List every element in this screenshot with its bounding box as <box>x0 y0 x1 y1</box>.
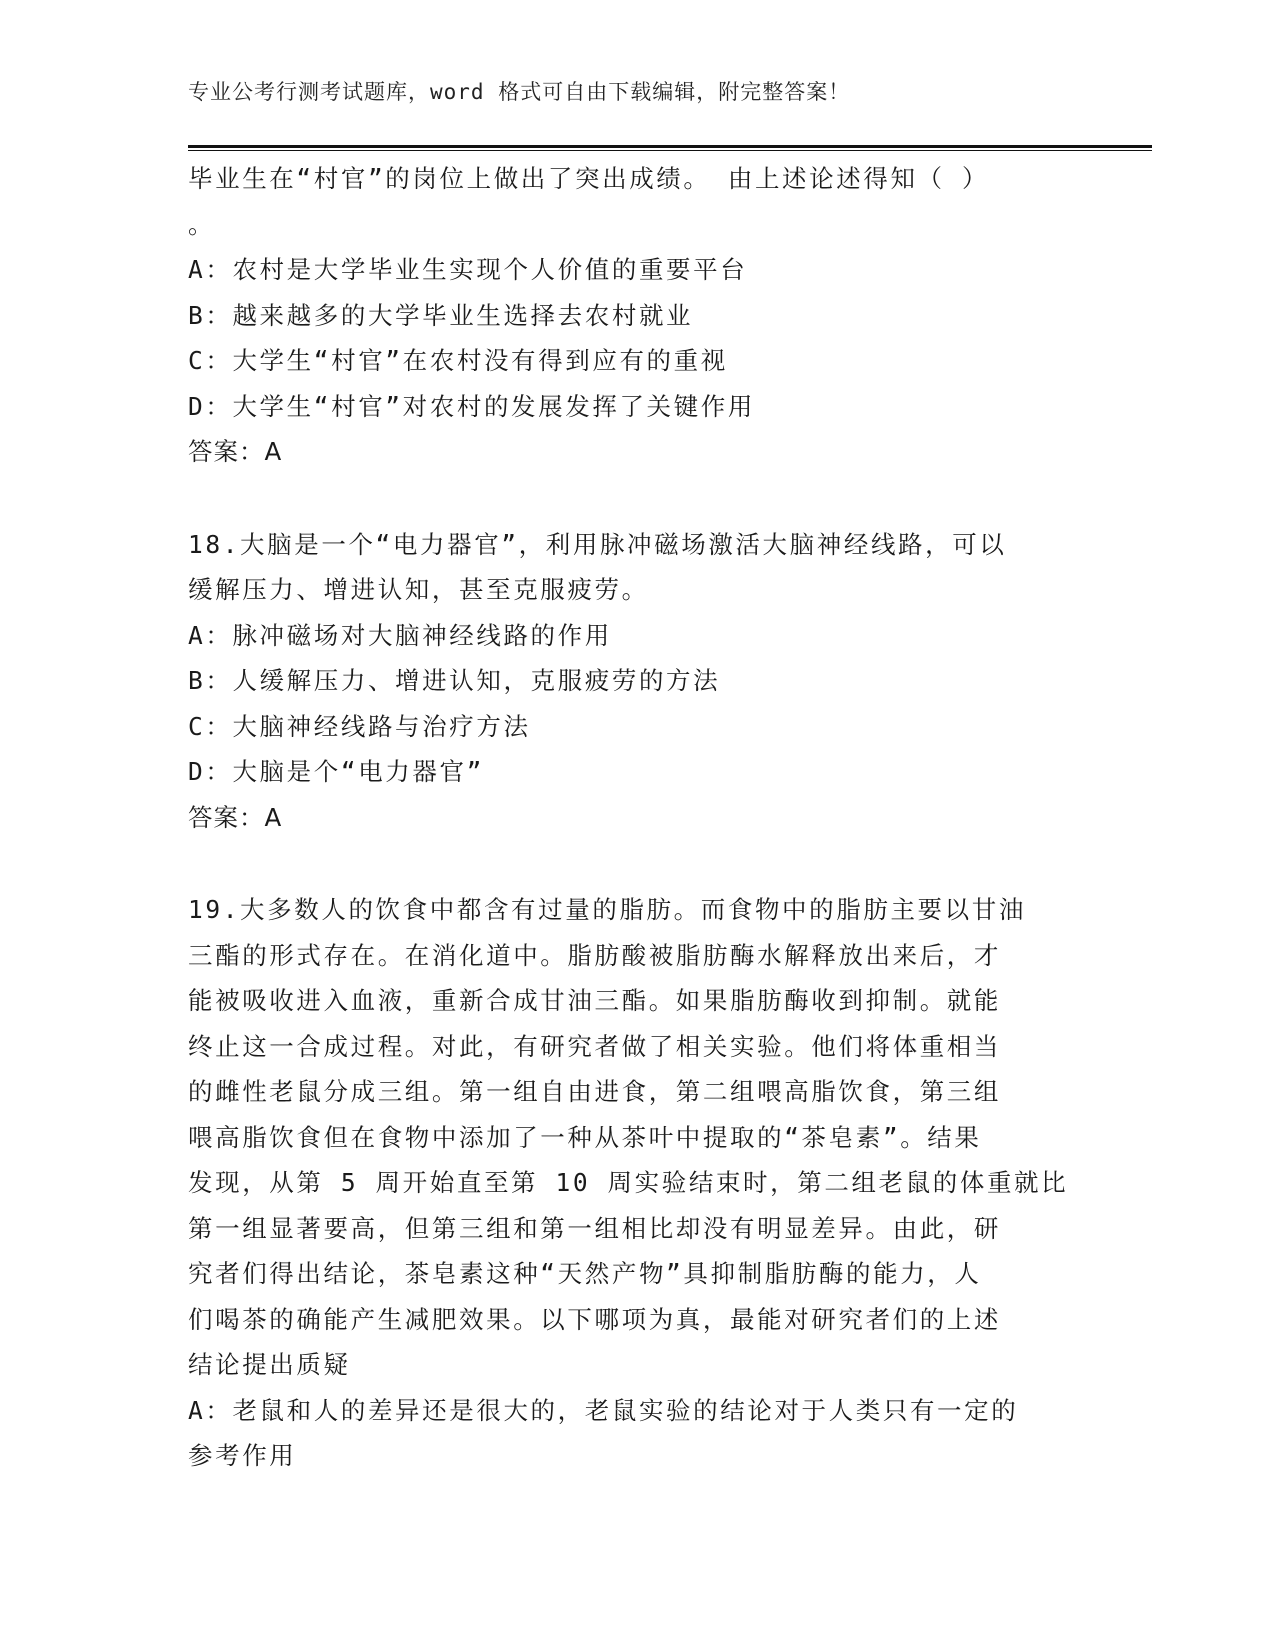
option-c: C：大脑神经线路与治疗方法 <box>188 711 531 741</box>
spacer <box>188 840 1088 887</box>
header-rule-thick <box>188 145 1152 148</box>
question-stem-line: 结论提出质疑 <box>188 1350 351 1379</box>
answer-line: 答案：A <box>188 802 283 832</box>
question-stem-line: 第一组显著要高，但第三组和第一组相比却没有明显差异。由此，研 <box>188 1213 1001 1243</box>
header-rule-thin <box>188 150 1152 151</box>
option-d: D：大学生“村官”对农村的发展发挥了关键作用 <box>188 391 755 421</box>
answer-line: 答案：A <box>188 437 283 466</box>
question-stem-line: 终止这一合成过程。对此，有研究者做了相关实验。他们将体重相当 <box>188 1031 1001 1061</box>
question-stem-line: 的雌性老鼠分成三组。第一组自由进食，第二组喂高脂饮食，第三组 <box>188 1077 1001 1106</box>
question-stem-line: 缓解压力、增进认知，甚至克服疲劳。 <box>188 575 649 604</box>
question-stem-line: 发现，从第 5 周开始直至第 10 周实验结束时，第二组老鼠的体重就比 <box>188 1168 1069 1197</box>
question-stem-line: 19.大多数人的饮食中都含有过量的脂肪。而食物中的脂肪主要以甘油 <box>188 895 1026 924</box>
document-body <box>188 156 1088 1479</box>
question-stem-line: 究者们得出结论，茶皂素这种“天然产物”具抑制脂肪酶的能力，人 <box>188 1259 982 1288</box>
question-18 <box>188 522 1088 841</box>
option-a-continued: 参考作用 <box>188 1441 297 1470</box>
question-stem-line: 毕业生在“村官”的岗位上做出了突出成绩。 由上述论述得知（ ） <box>188 164 990 193</box>
option-d: D：大脑是个“电力器官” <box>188 757 484 786</box>
question-stem-line: 三酯的形式存在。在消化道中。脂肪酸被脂肪酶水解释放出来后，才 <box>188 940 1001 970</box>
page-header: 专业公考行测考试题库，word 格式可自由下载编辑，附完整答案！ <box>188 80 851 104</box>
option-b: B：越来越多的大学毕业生选择去农村就业 <box>188 300 694 330</box>
question-stem-line: 。 <box>188 209 216 239</box>
question-stem-line: 喂高脂饮食但在食物中添加了一种从茶叶中提取的“茶皂素”。结果 <box>188 1122 982 1152</box>
question-17 <box>188 156 1088 475</box>
question-stem-line: 们喝茶的确能产生减肥效果。以下哪项为真，最能对研究者们的上述 <box>188 1304 1001 1334</box>
option-a: A：老鼠和人的差异还是很大的，老鼠实验的结论对于人类只有一定的 <box>188 1395 1019 1425</box>
option-b: B：人缓解压力、增进认知，克服疲劳的方法 <box>188 666 721 695</box>
option-a: A：农村是大学毕业生实现个人价值的重要平台 <box>188 255 748 284</box>
spacer <box>188 475 1088 522</box>
question-19 <box>188 887 1088 1479</box>
question-stem-line: 18.大脑是一个“电力器官”，利用脉冲磁场激活大脑神经线路，可以 <box>188 529 1007 559</box>
option-c: C：大学生“村官”在农村没有得到应有的重视 <box>188 346 728 375</box>
option-a: A：脉冲磁场对大脑神经线路的作用 <box>188 620 612 650</box>
question-stem-line: 能被吸收进入血液，重新合成甘油三酯。如果脂肪酶收到抑制。就能 <box>188 986 1001 1015</box>
